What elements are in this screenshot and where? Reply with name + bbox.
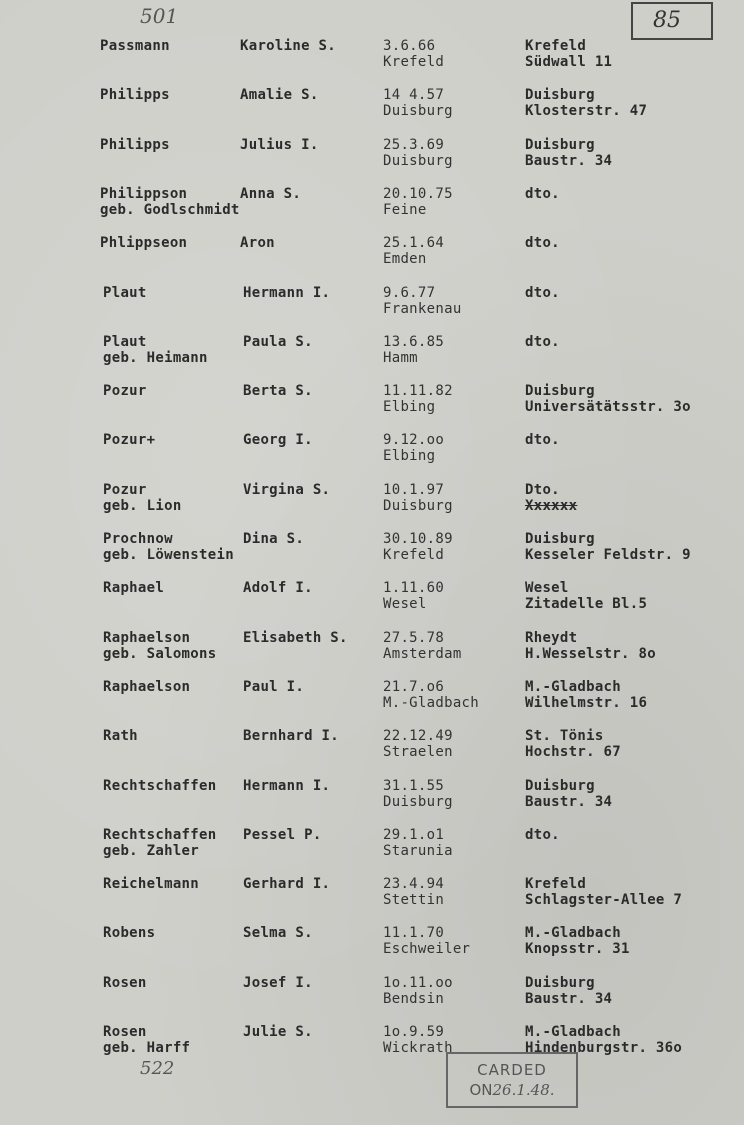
birth-date-place-line2: Starunia [383,843,453,859]
surname [100,38,170,54]
entry-row [0,87,744,131]
address-line2: Kesseler Feldstr. 9 [525,547,691,563]
surname [103,383,147,399]
surname-line1: Raphaelson [103,630,191,646]
first-name [243,876,330,892]
birth-date-place-line1: 1o.9.59 [383,1024,445,1040]
surname-line1: Rosen [103,975,147,991]
surname-line1: Rechtschaffen [103,778,217,794]
surname-line1: Passmann [100,38,170,54]
address [525,925,630,957]
address-line1: Rheydt [525,630,578,646]
birth-date-place-line2: Feine [383,202,427,218]
entry-row [0,975,744,1019]
address [525,728,621,760]
birth-date-place-line1: 11.1.70 [383,925,445,941]
first-name [243,975,313,991]
birth-date-place [383,531,453,563]
birth-date-place-line1: 25.3.69 [383,137,445,153]
address-line1: St. Tönis [525,728,604,744]
first-name [243,580,313,596]
birth-date-place [383,137,453,169]
address-line2: Baustr. 34 [525,153,613,169]
address [525,580,647,612]
first-name-line1: Virgina S. [243,482,331,498]
first-name-line1: Amalie S. [240,87,319,103]
surname [103,630,216,662]
first-name [240,235,275,251]
address-line2: H.Wesselstr. 8o [525,646,656,662]
birth-date-place [383,778,453,810]
birth-date-place-line2: Duisburg [383,794,453,810]
first-name-line1: Paula S. [243,334,313,350]
surname [103,975,147,991]
birth-date-place-line1: 9.12.oo [383,432,445,448]
first-name [243,679,304,695]
address-line2: Wilhelmstr. 16 [525,695,648,711]
address [525,630,656,662]
surname [100,186,240,218]
surname [103,334,208,366]
address-line2: Knopsstr. 31 [525,941,630,957]
surname [103,679,190,695]
surname-line1: Pozur [103,383,147,399]
surname-line1: Pozur [103,482,147,498]
address-line1: dto. [525,285,560,301]
birth-date-place-line1: 20.10.75 [383,186,453,202]
address-line1: Duisburg [525,383,595,399]
birth-date-place [383,482,453,514]
address-line2: Hochstr. 67 [525,744,622,760]
birth-date-place [383,679,479,711]
birth-date-place-line2: Frankenau [383,301,462,317]
surname [103,728,138,744]
birth-date-place [383,38,444,70]
first-name [243,827,322,843]
first-name-line1: Bernhard I. [243,728,340,744]
address-line1: M.-Gladbach [525,925,622,941]
birth-date-place-line1: 22.12.49 [383,728,453,744]
address-line2: Baustr. 34 [525,794,613,810]
surname-line1: Rosen [103,1024,147,1040]
birth-date-place-line2: Krefeld [383,547,445,563]
surname [103,827,216,859]
birth-date-place-line2: Stettin [383,892,445,908]
address [525,186,560,202]
first-name [240,38,336,54]
birth-date-place-line2: Duisburg [383,153,453,169]
entry-row [0,1024,744,1068]
surname [103,285,147,301]
surname-line1: Rath [103,728,138,744]
address-line1: Wesel [525,580,569,596]
address-line2: Schlagster-Allee 7 [525,892,683,908]
surname-line2: geb. Godlschmidt [100,202,240,218]
birth-date-place-line1: 13.6.85 [383,334,445,350]
birth-date-place-line1: 1.11.60 [383,580,445,596]
surname-line1: Prochnow [103,531,173,547]
birth-date-place-line2: Krefeld [383,54,445,70]
address-line1: M.-Gladbach [525,1024,622,1040]
address [525,531,691,563]
birth-date-place [383,235,444,267]
birth-date-place [383,876,444,908]
first-name [243,531,304,547]
birth-date-place-line2: Eschweiler [383,941,471,957]
first-name [243,1024,313,1040]
address [525,975,612,1007]
entry-row [0,383,744,427]
entry-row [0,235,744,279]
address-line1: Krefeld [525,876,587,892]
entry-row [0,285,744,329]
address [525,827,560,843]
birth-date-place [383,580,444,612]
birth-date-place-line1: 3.6.66 [383,38,436,54]
surname [103,778,216,794]
surname-line1: Rechtschaffen [103,827,217,843]
address [525,679,647,711]
surname [100,235,187,251]
first-name-line1: Gerhard I. [243,876,331,892]
birth-date-place-line2: Wesel [383,596,427,612]
address-line1: Krefeld [525,38,587,54]
first-name [243,285,330,301]
entry-row [0,778,744,822]
entry-row [0,432,744,476]
entry-row [0,482,744,526]
first-name [243,383,313,399]
birth-date-place [383,383,453,415]
entry-row [0,728,744,772]
birth-date-place-line2: Duisburg [383,103,453,119]
handwritten-folio-bottom: 522 [140,1058,175,1079]
surname-line1: Plaut [103,285,147,301]
entry-row [0,925,744,969]
surname-line2: geb. Zahler [103,843,200,859]
entry-row [0,38,744,82]
stamp-date-line [448,1081,576,1099]
stamp-on: ON [469,1081,493,1099]
birth-date-place [383,87,453,119]
birth-date-place [383,630,462,662]
surname-line1: Philipps [100,137,170,153]
first-name [243,334,313,350]
surname [103,1024,190,1056]
first-name [240,137,319,153]
first-name [243,432,313,448]
surname-line1: Philipps [100,87,170,103]
address [525,334,560,350]
surname-line1: Robens [103,925,156,941]
first-name-line1: Georg I. [243,432,313,448]
surname-line1: Reichelmann [103,876,200,892]
address-line1: dto. [525,186,560,202]
surname-line2: geb. Heimann [103,350,208,366]
birth-date-place [383,334,444,366]
address-line2: Südwall 11 [525,54,613,70]
birth-date-place-line1: 1o.11.oo [383,975,453,991]
entry-row [0,137,744,181]
address [525,778,612,810]
surname-line2: geb. Lion [103,498,182,514]
address-line2: Hindenburgstr. 36o [525,1040,683,1056]
surname [103,531,234,563]
first-name-line1: Julius I. [240,137,319,153]
first-name-line1: Berta S. [243,383,313,399]
birth-date-place-line2: Bendsin [383,991,445,1007]
surname-line1: Raphaelson [103,679,191,695]
entry-row [0,334,744,378]
address-line1: Dto. [525,482,560,498]
first-name [243,728,339,744]
surname [103,876,199,892]
birth-date-place-line1: 21.7.o6 [383,679,445,695]
surname [103,925,155,941]
surname-line2: geb. Harff [103,1040,191,1056]
entry-row [0,186,744,230]
birth-date-place-line1: 11.11.82 [383,383,453,399]
first-name-line1: Aron [240,235,275,251]
first-name-line1: Elisabeth S. [243,630,348,646]
first-name-line1: Anna S. [240,186,302,202]
entry-row [0,827,744,871]
surname [103,432,155,448]
first-name [243,482,330,498]
surname-line1: Plaut [103,334,147,350]
surname-line1: Pozur+ [103,432,156,448]
entry-row [0,531,744,575]
address-line1: Duisburg [525,137,595,153]
first-name-line1: Karoline S. [240,38,337,54]
birth-date-place [383,285,462,317]
birth-date-place-line1: 9.6.77 [383,285,436,301]
surname-line2: geb. Salomons [103,646,217,662]
birth-date-place-line1: 27.5.78 [383,630,445,646]
birth-date-place-line2: Amsterdam [383,646,462,662]
address-line1: Duisburg [525,87,595,103]
address [525,432,560,448]
birth-date-place [383,975,453,1007]
address [525,87,647,119]
first-name [240,87,319,103]
birth-date-place-line2: Wickrath [383,1040,453,1056]
address [525,876,682,908]
entry-row [0,580,744,624]
first-name-line1: Pessel P. [243,827,322,843]
surname [100,137,170,153]
address-line1: Duisburg [525,778,595,794]
address [525,482,577,514]
first-name-line1: Hermann I. [243,778,331,794]
birth-date-place [383,432,444,464]
surname [103,482,182,514]
address-line2: Baustr. 34 [525,991,613,1007]
entry-row [0,679,744,723]
first-name-line1: Selma S. [243,925,313,941]
page-number: 85 [653,8,681,33]
first-name-line1: Dina S. [243,531,305,547]
first-name [240,186,301,202]
address-line1: Duisburg [525,531,595,547]
birth-date-place [383,186,453,218]
address [525,137,612,169]
first-name-line1: Adolf I. [243,580,313,596]
birth-date-place-line2: Hamm [383,350,418,366]
first-name-line1: Paul I. [243,679,305,695]
surname-line1: Philippson [100,186,188,202]
birth-date-place-line1: 23.4.94 [383,876,445,892]
address-line2: Xxxxxx [525,498,578,514]
surname [100,87,170,103]
handwritten-folio-top: 501 [140,4,179,28]
stamp-date: 26.1.48. [492,1081,555,1099]
address-line2: Zitadelle Bl.5 [525,596,648,612]
birth-date-place [383,728,453,760]
carded-stamp [446,1052,578,1108]
first-name-line1: Julie S. [243,1024,313,1040]
birth-date-place-line2: Emden [383,251,427,267]
surname [103,580,164,596]
surname-line1: Phlippseon [100,235,188,251]
surname-line1: Raphael [103,580,165,596]
birth-date-place-line2: M.-Gladbach [383,695,480,711]
address-line1: dto. [525,432,560,448]
address [525,383,691,415]
birth-date-place-line2: Straelen [383,744,453,760]
birth-date-place-line1: 14 4.57 [383,87,445,103]
address-line1: M.-Gladbach [525,679,622,695]
address-line1: Duisburg [525,975,595,991]
birth-date-place-line2: Elbing [383,448,436,464]
address-line1: dto. [525,235,560,251]
birth-date-place-line1: 31.1.55 [383,778,445,794]
birth-date-place-line1: 30.10.89 [383,531,453,547]
birth-date-place-line2: Elbing [383,399,436,415]
page-number-box [631,2,713,40]
address [525,285,560,301]
address-line2: Universätätsstr. 3o [525,399,691,415]
birth-date-place-line1: 10.1.97 [383,482,445,498]
address-line2: Klosterstr. 47 [525,103,648,119]
birth-date-place-line1: 29.1.o1 [383,827,445,843]
birth-date-place [383,827,453,859]
address [525,38,612,70]
entry-row [0,876,744,920]
address [525,235,560,251]
first-name-line1: Josef I. [243,975,313,991]
birth-date-place [383,1024,453,1056]
stamp-title: CARDED [477,1061,547,1079]
first-name [243,630,348,646]
birth-date-place-line1: 25.1.64 [383,235,445,251]
address-line1: dto. [525,334,560,350]
birth-date-place [383,925,470,957]
birth-date-place-line2: Duisburg [383,498,453,514]
entry-row [0,630,744,674]
first-name [243,778,330,794]
address-line1: dto. [525,827,560,843]
first-name [243,925,313,941]
first-name-line1: Hermann I. [243,285,331,301]
surname-line2: geb. Löwenstein [103,547,234,563]
